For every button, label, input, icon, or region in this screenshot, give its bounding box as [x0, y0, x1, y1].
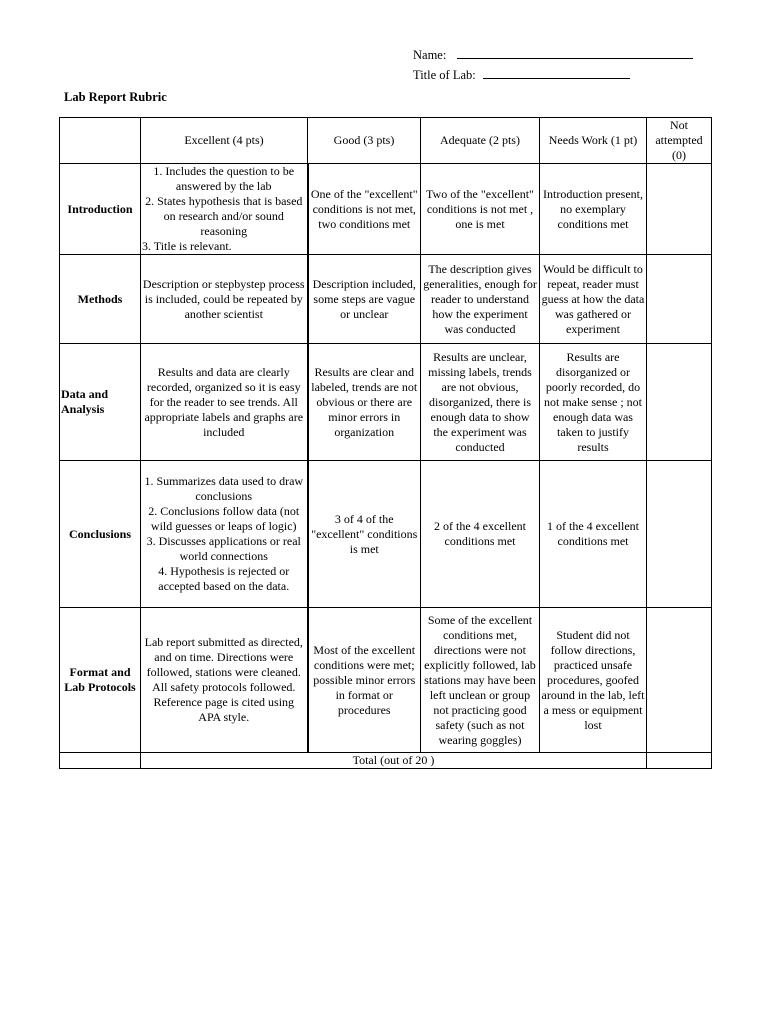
total-score-cell[interactable]	[647, 753, 712, 769]
conclusions-excellent	[141, 461, 308, 608]
format-not-attempted[interactable]	[647, 608, 712, 753]
col-header-good: Good (3 pts)	[308, 118, 421, 164]
conclusions-needs-work: 1 of the 4 excellent conditions met	[540, 461, 647, 608]
row-data-analysis	[60, 344, 712, 461]
list-item: 2. States hypothesis that is based on research and/or sound reasoning	[145, 194, 303, 238]
conclusions-good: 3 of 4 of the "excellent" conditions is met	[308, 461, 421, 608]
name-label: Name:	[413, 48, 447, 62]
introduction-adequate: Two of the "excellent" conditions is not met , one is met	[421, 164, 540, 255]
empty-corner-cell	[60, 118, 141, 164]
methods-needs-work: Would be difficult to repeat, reader must guess at how the data was gathered or experiment	[540, 255, 647, 344]
data-analysis-good: Results are clear and labeled, trends are not obvious or there are minor errors in organization	[308, 344, 421, 461]
rubric-table	[59, 117, 712, 769]
document-title: Lab Report Rubric	[64, 90, 167, 104]
row-total	[60, 753, 712, 769]
list-item: 3. Discusses applications or real world connections	[146, 534, 301, 563]
col-header-adequate: Adequate (2 pts)	[421, 118, 540, 164]
total-empty-cell	[60, 753, 141, 769]
conclusions-not-attempted[interactable]	[647, 461, 712, 608]
format-needs-work: Student did not follow directions, practiced unsafe procedures, goofed around in the lab, left a mess or equipment lost	[540, 608, 647, 753]
row-conclusions	[60, 461, 712, 608]
format-good: Most of the excellent conditions were met; possible minor errors in format or procedures	[308, 608, 421, 753]
row-format	[60, 608, 712, 753]
lab-title-label: Title of Lab:	[413, 68, 476, 82]
conclusions-adequate: 2 of the 4 excellent conditions met	[421, 461, 540, 608]
format-excellent: Lab report submitted as directed, and on time. Directions were followed, stations were cleaned. All safety protocols followed. Reference page is cited using APA style.	[141, 608, 308, 753]
row-introduction	[60, 164, 712, 255]
col-header-excellent: Excellent (4 pts)	[141, 118, 308, 164]
data-analysis-excellent: Results and data are clearly recorded, organized so it is easy for the reader to see trends. All appropriate labels and graphs are included	[141, 344, 308, 461]
introduction-needs-work: Introduction present, no exemplary conditions met	[540, 164, 647, 255]
header-row	[60, 118, 712, 164]
criterion-data-analysis: Data and Analysis	[60, 344, 141, 461]
list-item: 2. Conclusions follow data (not wild guesses or leaps of logic)	[148, 504, 300, 533]
list-item: 1. Includes the question to be answered by the lab	[153, 164, 295, 193]
methods-not-attempted[interactable]	[647, 255, 712, 344]
methods-good: Description included, some steps are vague or unclear	[308, 255, 421, 344]
row-methods	[60, 255, 712, 344]
name-blank[interactable]	[457, 46, 693, 59]
criterion-methods: Methods	[60, 255, 141, 344]
format-adequate: Some of the excellent conditions met, directions were not explicitly followed, lab stations may have been left unclean or group not practicing good safety (such as not wearing goggles)	[421, 608, 540, 753]
list-item: 1. Summarizes data used to draw conclusions	[144, 474, 304, 503]
lab-title-line	[413, 66, 630, 83]
criterion-format: Format and Lab Protocols	[60, 608, 141, 753]
list-item: 4. Hypothesis is rejected or accepted based on the data.	[158, 564, 290, 593]
criterion-introduction: Introduction	[60, 164, 141, 255]
col-header-needs-work: Needs Work (1 pt)	[540, 118, 647, 164]
introduction-excellent	[141, 164, 308, 255]
methods-excellent: Description or stepbystep process is included, could be repeated by another scientist	[141, 255, 308, 344]
data-analysis-adequate: Results are unclear, missing labels, trends are not obvious, disorganized, there is enough data to show the experiment was conducted	[421, 344, 540, 461]
data-analysis-not-attempted[interactable]	[647, 344, 712, 461]
introduction-not-attempted[interactable]	[647, 164, 712, 255]
name-line	[413, 46, 693, 63]
col-header-not-attempted: Not attempted (0)	[647, 118, 712, 164]
introduction-good: One of the "excellent" conditions is not met, two conditions met	[308, 164, 421, 255]
list-item: 3. Title is relevant.	[142, 239, 232, 253]
lab-title-blank[interactable]	[483, 66, 630, 79]
data-analysis-needs-work: Results are disorganized or poorly recorded, do not make sense ; not enough data was taken to justify results	[540, 344, 647, 461]
methods-adequate: The description gives generalities, enough for reader to understand how the experiment was conducted	[421, 255, 540, 344]
total-label: Total (out of 20 )	[141, 753, 647, 769]
criterion-conclusions: Conclusions	[60, 461, 141, 608]
